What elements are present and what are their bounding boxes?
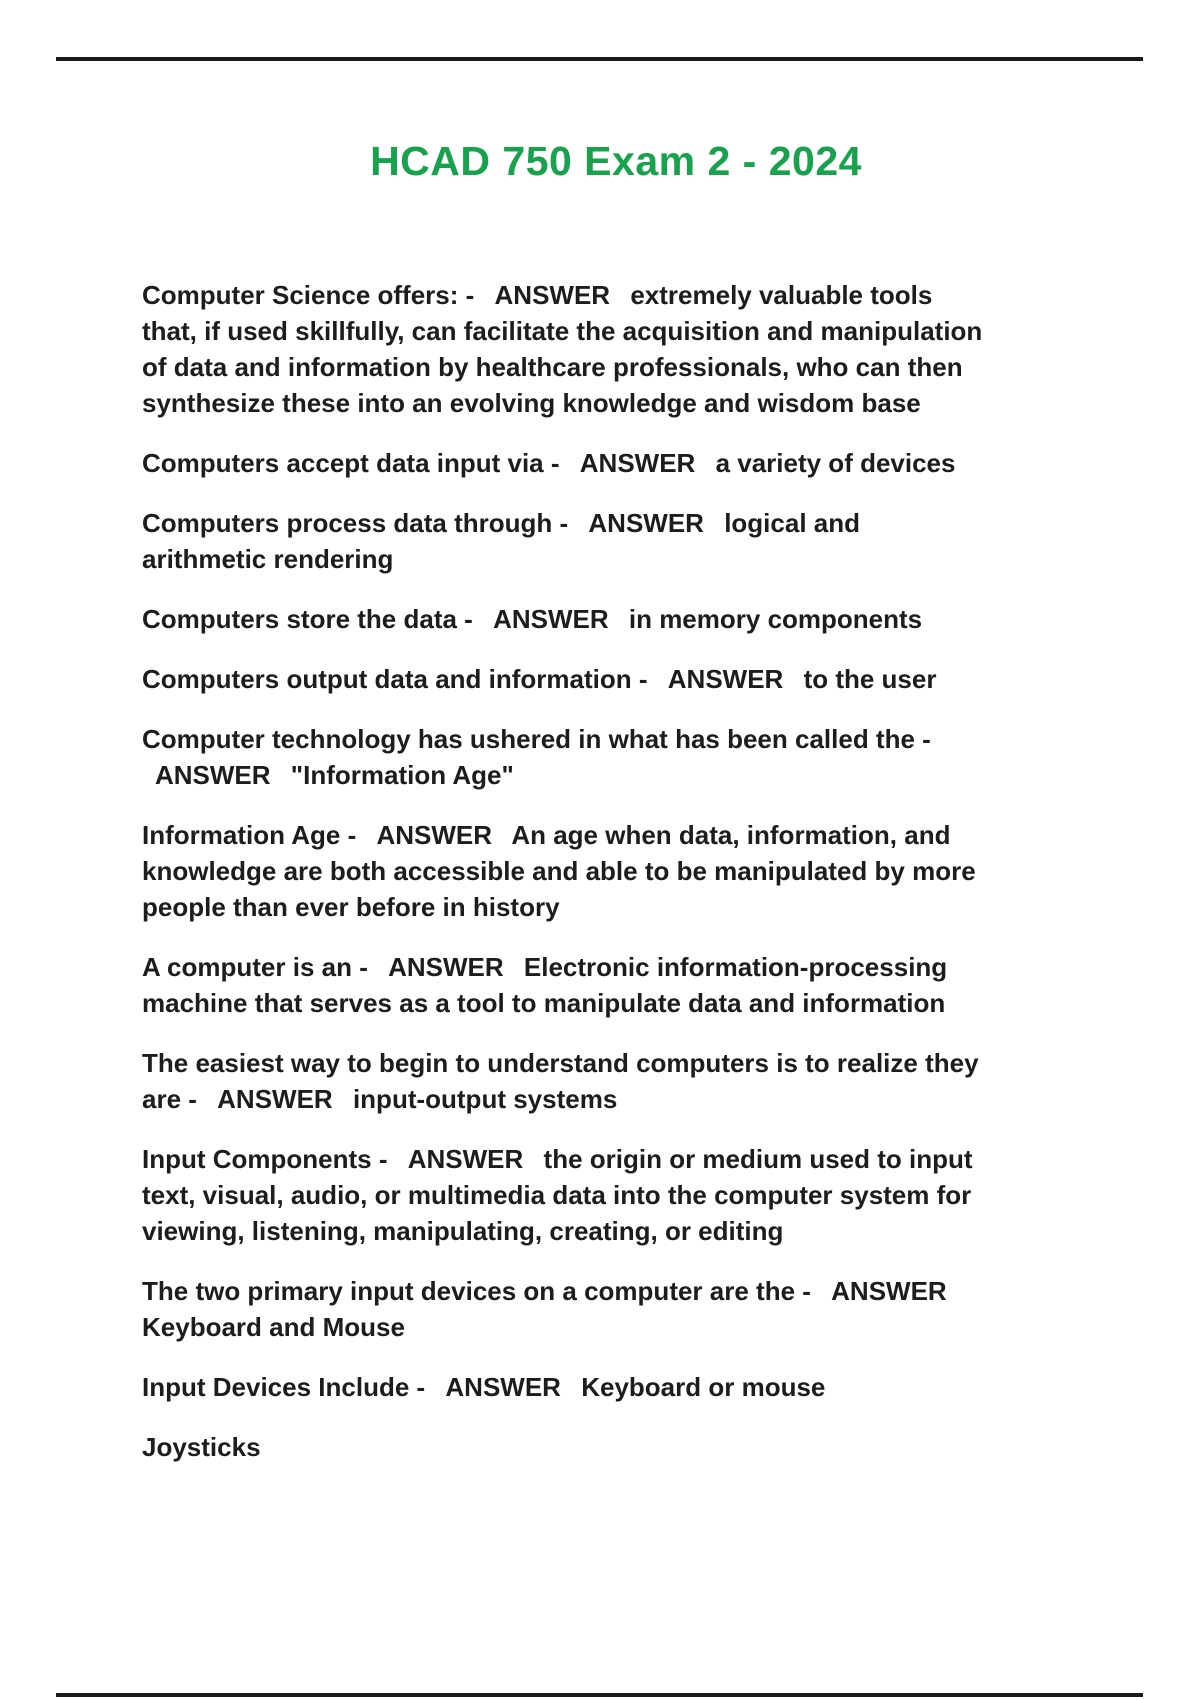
answer-label: ANSWER <box>831 1276 947 1306</box>
question-text: Computers accept data input via - <box>142 448 560 478</box>
qa-item <box>142 1141 990 1249</box>
question-text: Input Components - <box>142 1144 388 1174</box>
answer-label: ANSWER <box>155 760 271 790</box>
answer-label: ANSWER <box>407 1144 524 1174</box>
answer-text: "Information Age" <box>290 760 514 790</box>
bottom-divider <box>56 1693 1143 1697</box>
question-text: Computers output data and information - <box>142 664 648 694</box>
answer-label: ANSWER <box>588 508 704 538</box>
qa-item <box>142 445 990 481</box>
question-text: Input Devices Include - <box>142 1372 426 1402</box>
qa-item <box>142 277 990 421</box>
question-text: The two primary input devices on a computer are the - <box>142 1276 811 1306</box>
qa-item <box>142 601 990 637</box>
answer-label: ANSWER <box>667 664 784 694</box>
answer-text: extremely valuable tools that, if used skillfully, can facilitate the acquisition and manipulation of data and information by healthcare professionals, who can then synthesize these into an evolving knowledge and wisdom base <box>142 280 983 418</box>
answer-text: to the user <box>803 664 937 694</box>
answer-text: the origin or medium used to input text, visual, audio, or multimedia data into the computer system for viewing, listening, manipulating, creating, or editing <box>142 1144 973 1246</box>
answer-label: ANSWER <box>376 820 493 850</box>
qa-item <box>142 1429 990 1465</box>
question-text: The easiest way to begin to understand computers is to realize they are - <box>142 1048 979 1114</box>
qa-item <box>142 1273 990 1345</box>
answer-text: Keyboard or mouse <box>581 1372 826 1402</box>
answer-text: a variety of devices <box>715 448 956 478</box>
qa-item <box>142 949 990 1021</box>
qa-item <box>142 1045 990 1117</box>
question-text: Computers process data through - <box>142 508 569 538</box>
qa-item <box>142 817 990 925</box>
question-text: Joysticks <box>142 1432 261 1462</box>
answer-label: ANSWER <box>493 604 609 634</box>
qa-item <box>142 505 990 577</box>
question-text: A computer is an - <box>142 952 368 982</box>
answer-label: ANSWER <box>388 952 504 982</box>
qa-list <box>142 277 990 1489</box>
qa-item <box>142 721 990 793</box>
answer-text: Electronic information-processing machine that serves as a tool to manipulate data and information <box>142 952 948 1018</box>
answer-label: ANSWER <box>217 1084 333 1114</box>
qa-item <box>142 1369 990 1405</box>
answer-text: input-output systems <box>352 1084 618 1114</box>
answer-label: ANSWER <box>579 448 696 478</box>
answer-label: ANSWER <box>445 1372 561 1402</box>
answer-label: ANSWER <box>494 280 611 310</box>
answer-text: logical and arithmetic rendering <box>142 508 860 574</box>
question-text: Computer technology has ushered in what has been called the - <box>142 724 931 754</box>
question-text: Computer Science offers: - <box>142 280 475 310</box>
question-text: Information Age - <box>142 820 357 850</box>
top-divider <box>56 57 1143 61</box>
answer-text: An age when data, information, and knowledge are both accessible and able to be manipulated by more people than ever before in history <box>142 820 976 922</box>
qa-item <box>142 661 990 697</box>
question-text: Computers store the data - <box>142 604 473 634</box>
page-title: HCAD 750 Exam 2 - 2024 <box>370 138 862 184</box>
answer-text: Keyboard and Mouse <box>142 1312 405 1342</box>
answer-text: in memory components <box>628 604 923 634</box>
